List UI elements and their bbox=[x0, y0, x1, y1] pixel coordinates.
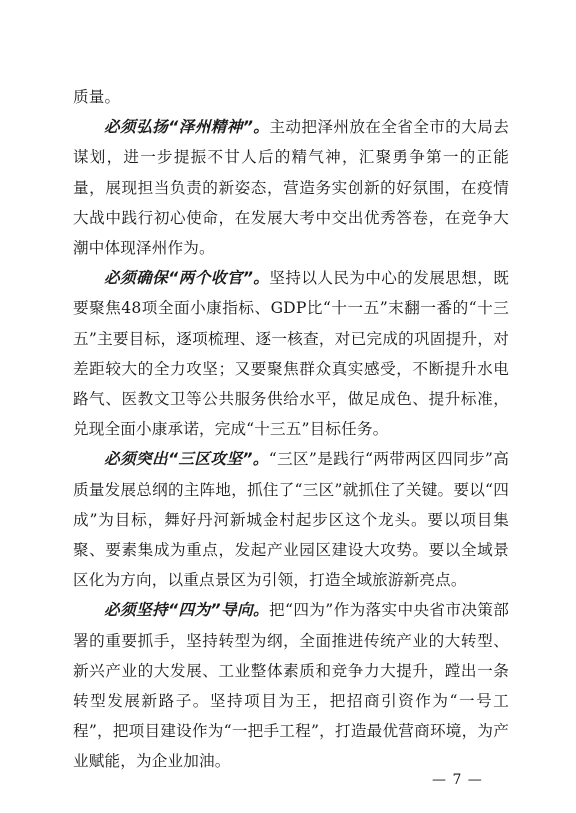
paragraph-zezhou-spirit bbox=[73, 112, 509, 263]
lead-fragment: 质量。 bbox=[73, 88, 121, 106]
paragraph-two-completions bbox=[73, 263, 509, 444]
paragraph-body: “三区”是践行“两带两区四同步”高质量发展总纲的主阵地，抓住了“三区”就抓住了关键。要以“四成”为目标，舞好丹河新城金村起步区这个龙头。要以项目集聚、要素集成为重点，发起产业园区建设大攻势。要以全域景区化为方向，以重点景区为引领，打造全域旅游新亮点。 bbox=[73, 450, 509, 590]
paragraph-heading: 必须突出“三区攻坚”。 bbox=[104, 450, 269, 469]
paragraph-heading: 必须坚持“四为”导向。 bbox=[104, 601, 270, 620]
document-page bbox=[73, 82, 509, 777]
paragraph-heading: 必须确保“两个收官”。 bbox=[104, 269, 270, 288]
paragraph-body: 主动把泽州放在全省全市的大局去谋划，进一步提振不甘人后的精气神，汇聚勇争第一的正能量，展现担当负责的新姿态，营造务实创新的好氛围，在疫情大战中践行初心使命，在发展大考中交出优秀答卷，在竞争大潮中体现泽州作为。 bbox=[73, 118, 509, 258]
paragraph-three-zones bbox=[73, 444, 509, 595]
page-number: — 7 — bbox=[432, 772, 483, 788]
paragraph-heading: 必须弘扬“泽州精神”。 bbox=[104, 118, 270, 137]
paragraph-body: 坚持以人民为中心的发展思想，既要聚焦48项全面小康指标、GDP比“十一五”末翻一番的“十三五”主要目标，逐项梳理、逐一核查，对已完成的巩固提升，对差距较大的全力攻坚；又要聚焦群众真实感受，不断提升水电路气、医教文卫等公共服务供给水平，做足成色、提升标准，兑现全面小康承诺，完成“十三五”目标任务。 bbox=[73, 269, 509, 439]
paragraph-four-orientations bbox=[73, 595, 509, 776]
paragraph-body: 把“四为”作为落实中央省市决策部署的重要抓手，坚持转型为纲，全面推进传统产业的大转型、新兴产业的大发展、工业整体素质和竞争力大提升，蹚出一条转型发展新路子。坚持项目为王，把招商引资作为“一号工程”，把项目建设作为“一把手工程”，打造最优营商环境，为产业赋能，为企业加油。 bbox=[73, 601, 509, 771]
